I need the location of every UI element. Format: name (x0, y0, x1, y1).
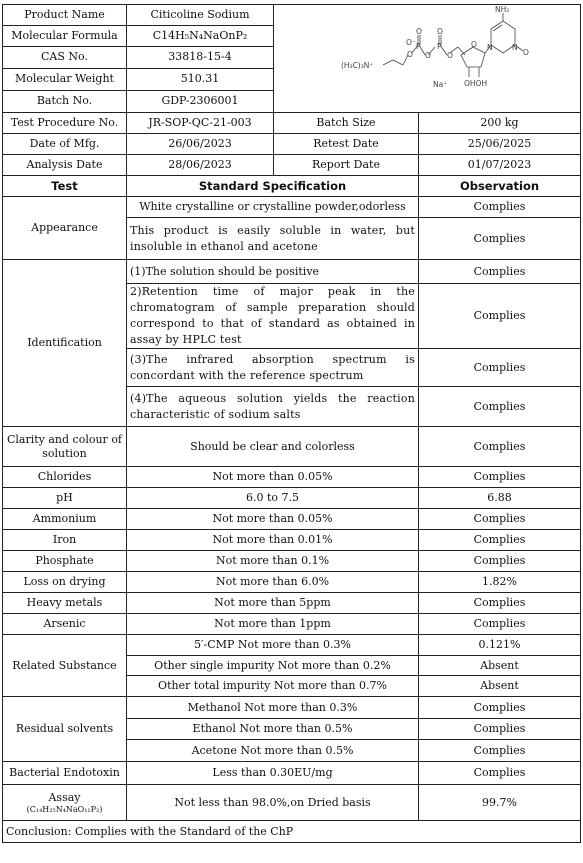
procedure-label: Test Procedure No. (3, 113, 127, 134)
test-name: Iron (3, 530, 127, 551)
specification: Not more than 0.1% (127, 551, 419, 572)
oxygen-label-2: O (415, 27, 422, 36)
oxygen-label-4: O (436, 27, 443, 36)
weight-value: 510.31 (127, 68, 274, 90)
test-name: Ammonium (3, 509, 127, 530)
nitrogen-label-1: N (486, 43, 493, 52)
test-name: Heavy metals (3, 593, 127, 614)
analysis-value: 28/06/2023 (127, 155, 274, 176)
product-name-value: Citicoline Sodium (127, 5, 274, 26)
specification: (1)The solution should be positive (127, 260, 419, 284)
specification: Acetone Not more than 0.5% (127, 740, 419, 762)
observation: Complies (419, 614, 581, 635)
retest-label: Retest Date (274, 134, 419, 155)
specification: Other total impurity Not more than 0.7% (127, 676, 419, 697)
oxygen-label-3: O (424, 51, 431, 60)
oxygen-label-6: O (470, 40, 477, 49)
mfg-label: Date of Mfg. (3, 134, 127, 155)
table-row (3, 614, 581, 635)
assay-label: Assay (48, 790, 81, 804)
structure-cell (274, 5, 581, 113)
test-name: Appearance (3, 197, 127, 260)
assay-formula: (C₁₄H₂₅N₄NaO₁₁P₂) (26, 804, 103, 814)
table-row (3, 467, 581, 488)
batch-size-value: 200 kg (419, 113, 581, 134)
test-name: Chlorides (3, 467, 127, 488)
specification: 5′-CMP Not more than 0.3% (127, 635, 419, 656)
specification: Not more than 5ppm (127, 593, 419, 614)
table-row (3, 572, 581, 593)
header-row-mfg (3, 134, 581, 155)
hydroxyl-label: OHOH (463, 79, 487, 88)
test-name: Clarity and colour of solution (3, 427, 127, 467)
nitrogen-label-2: N (511, 43, 518, 52)
phosphorus-label-2: P (436, 42, 442, 51)
oxygen-label-1: O (406, 50, 413, 59)
specification: Not more than 6.0% (127, 572, 419, 593)
batch-label: Batch No. (3, 90, 127, 112)
report-value: 01/07/2023 (419, 155, 581, 176)
report-label: Report Date (274, 155, 419, 176)
product-name-label: Product Name (3, 5, 127, 26)
specification: Other single impurity Not more than 0.2% (127, 656, 419, 676)
test-name: Residual solvents (3, 697, 127, 762)
table-row (3, 197, 581, 218)
observation: Complies (419, 349, 581, 387)
specification: Not more than 1ppm (127, 614, 419, 635)
specification: This product is easily soluble in water, but insoluble in ethanol and acetone (127, 218, 419, 260)
cation-label: (H₃C)₃N⁺ (340, 61, 373, 70)
table-row (3, 427, 581, 467)
header-row-procedure (3, 113, 581, 134)
specification: Should be clear and colorless (127, 427, 419, 467)
column-header-standard: Standard Specification (127, 176, 419, 197)
certificate-of-analysis-table (2, 4, 581, 843)
observation: Complies (419, 467, 581, 488)
observation: Complies (419, 530, 581, 551)
cas-label: CAS No. (3, 46, 127, 68)
specification: Methanol Not more than 0.3% (127, 697, 419, 719)
test-name: pH (3, 488, 127, 509)
observation: Complies (419, 762, 581, 785)
column-header-row (3, 176, 581, 197)
table-row (3, 762, 581, 785)
test-name: Loss on drying (3, 572, 127, 593)
table-row (3, 260, 581, 284)
specification: Less than 0.30EU/mg (127, 762, 419, 785)
sodium-label: Na⁺ (432, 80, 447, 89)
observation: Complies (419, 427, 581, 467)
observation: Complies (419, 740, 581, 762)
table-row (3, 551, 581, 572)
test-name: Identification (3, 260, 127, 427)
procedure-value: JR-SOP-QC-21-003 (127, 113, 274, 134)
header-row-analysis (3, 155, 581, 176)
observation: Complies (419, 284, 581, 349)
observation: Absent (419, 656, 581, 676)
mfg-value: 26/06/2023 (127, 134, 274, 155)
specification: White crystalline or crystalline powder,odorless (127, 197, 419, 218)
table-row (3, 635, 581, 656)
test-name: Arsenic (3, 614, 127, 635)
specification: 6.0 to 7.5 (127, 488, 419, 509)
table-row (3, 785, 581, 821)
observation: Absent (419, 676, 581, 697)
specification: (3)The infrared absorption spectrum is concordant with the reference spectrum (127, 349, 419, 387)
observation: Complies (419, 593, 581, 614)
retest-value: 25/06/2025 (419, 134, 581, 155)
test-name: Phosphate (3, 551, 127, 572)
table-row (3, 509, 581, 530)
test-name: Related Substance (3, 635, 127, 697)
header-row-product-name (3, 5, 581, 26)
observation: Complies (419, 387, 581, 427)
weight-label: Molecular Weight (3, 68, 127, 90)
cas-value: 33818-15-4 (127, 46, 274, 68)
formula-value: C14H₅N₄NaOnP₂ (127, 25, 274, 46)
observation: Complies (419, 509, 581, 530)
column-header-test: Test (3, 176, 127, 197)
batch-value: GDP-2306001 (127, 90, 274, 112)
formula-label: Molecular Formula (3, 25, 127, 46)
observation: 99.7% (419, 785, 581, 821)
observation: Complies (419, 719, 581, 740)
batch-size-label: Batch Size (274, 113, 419, 134)
observation: 0.121% (419, 635, 581, 656)
table-row (3, 593, 581, 614)
specification: Not more than 0.01% (127, 530, 419, 551)
table-row (3, 488, 581, 509)
observation: Complies (419, 260, 581, 284)
observation: Complies (419, 197, 581, 218)
observation: Complies (419, 551, 581, 572)
analysis-label: Analysis Date (3, 155, 127, 176)
specification: Ethanol Not more than 0.5% (127, 719, 419, 740)
conclusion-row (3, 821, 581, 843)
table-row (3, 697, 581, 719)
observation: 1.82% (419, 572, 581, 593)
specification: Not more than 0.05% (127, 467, 419, 488)
observation: Complies (419, 218, 581, 260)
citicoline-sodium-structure (275, 5, 580, 108)
test-name (3, 785, 127, 821)
table-row (3, 530, 581, 551)
test-name: Bacterial Endotoxin (3, 762, 127, 785)
specification: Not less than 98.0%,on Dried basis (127, 785, 419, 821)
column-header-observation: Observation (419, 176, 581, 197)
conclusion-text: Conclusion: Complies with the Standard of the ChP (3, 821, 581, 843)
specification: Not more than 0.05% (127, 509, 419, 530)
oxygen-minus-label: O⁻ (405, 38, 416, 47)
amine-label: NH₂ (494, 5, 509, 14)
observation: 6.88 (419, 488, 581, 509)
specification: (4)The aqueous solution yields the reaction characteristic of sodium salts (127, 387, 419, 427)
phosphorus-label-1: P (415, 42, 421, 51)
oxygen-label-5: O (446, 51, 453, 60)
oxygen-label-7: O (522, 48, 529, 57)
specification: 2)Retention time of major peak in the chromatogram of sample preparation should correspond to that of standard as obtained in assay by HPLC test (127, 284, 419, 349)
observation: Complies (419, 697, 581, 719)
